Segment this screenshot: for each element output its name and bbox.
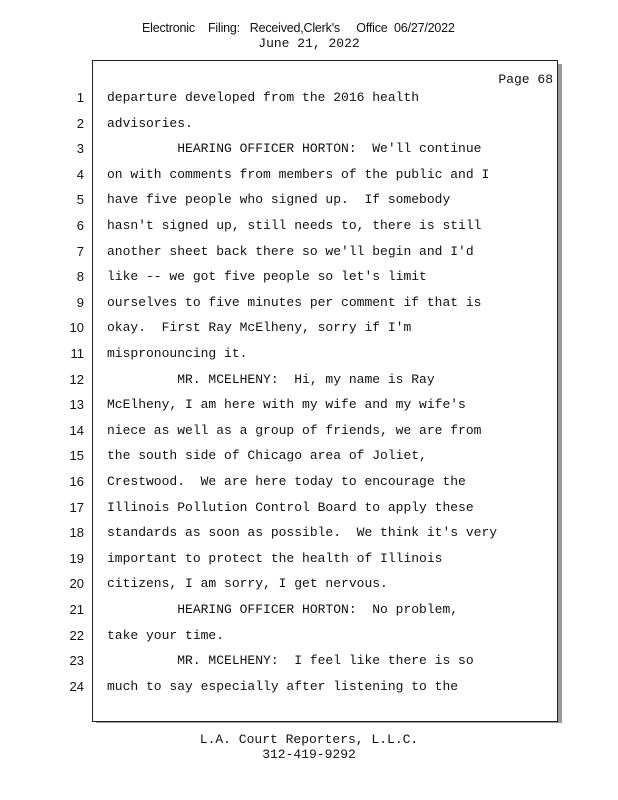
line-text: ourselves to five minutes per comment if that is [107,294,482,310]
line-number: 19 [69,550,84,566]
transcript-line [0,551,618,571]
transcript-line [0,576,618,596]
line-text: on with comments from members of the public and I [107,166,490,182]
transcript-line [0,320,618,340]
line-text: Illinois Pollution Control Board to apply these [107,499,474,515]
line-text: citizens, I am sorry, I get nervous. [107,576,388,592]
line-text: another sheet back there so we'll begin and I'd [107,243,474,259]
transcript-line [0,525,618,545]
transcript-date: June 21, 2022 [258,36,360,51]
transcript-line [0,397,618,417]
line-text: like -- we got five people so let's limit [107,269,427,285]
line-text: okay. First Ray McElheny, sorry if I'm [107,320,412,336]
line-text: departure developed from the 2016 health [107,90,420,105]
transcript-line [0,448,618,468]
line-number: 5 [76,192,84,208]
transcript-line [0,295,618,315]
page-number: Page 68 [498,72,553,87]
transcript-line [0,679,618,699]
line-text: mispronouncing it. [107,346,248,361]
transcript-line [0,141,618,161]
line-number: 11 [70,346,84,361]
line-text: standards as soon as possible. We think it's very [107,525,498,541]
transcript-line [0,653,618,673]
line-text: much to say especially after listening to the [107,678,459,694]
line-number: 23 [69,653,84,669]
line-number: 6 [76,218,84,233]
transcript-line [0,602,618,622]
line-text: the south side of Chicago area of Joliet, [107,448,427,464]
reporter-phone: 312-419-9292 [262,747,356,762]
transcript-line [0,269,618,289]
footer [0,732,618,762]
line-number: 10 [69,320,84,336]
transcript-line [0,90,618,110]
line-number: 16 [69,474,84,489]
transcript-line [0,167,618,187]
transcript-line [0,423,618,443]
transcript-line [0,244,618,264]
line-number: 9 [76,294,84,310]
transcript-line [0,116,618,136]
line-text: hasn't signed up, still needs to, there is still [107,218,482,233]
line-number: 7 [76,243,84,259]
line-text: advisories. [107,115,193,131]
transcript-line [0,474,618,494]
line-text: have five people who signed up. If somebody [107,192,451,208]
line-text: niece as well as a group of friends, we are from [107,422,482,438]
line-number: 21 [69,602,84,617]
line-number: 4 [76,166,84,182]
filing-stamp: Electronic Filing: Received,Clerk's Office 06/27/2022 [142,21,455,35]
transcript-line [0,218,618,238]
line-text: take your time. [107,627,225,643]
line-number: 22 [69,627,84,643]
transcript-line [0,372,618,392]
line-number: 1 [76,90,84,105]
line-number: 8 [76,269,84,285]
line-number: 3 [76,141,84,157]
line-text: MR. MCELHENY: Hi, my name is Ray [107,371,435,387]
line-number: 14 [69,422,84,438]
line-number: 12 [69,371,84,387]
line-number: 2 [76,115,84,131]
line-number: 13 [69,397,84,413]
line-number: 20 [69,576,84,592]
line-text: HEARING OFFICER HORTON: No problem, [107,602,459,617]
line-number: 24 [69,678,84,694]
line-text: MR. MCELHENY: I feel like there is so [107,653,474,669]
reporter-company: L.A. Court Reporters, L.L.C. [199,732,419,747]
line-text: McElheny, I am here with my wife and my wife's [107,397,466,413]
transcript-line [0,628,618,648]
line-text: HEARING OFFICER HORTON: We'll continue [107,141,482,157]
line-number: 18 [69,525,84,541]
transcript-line [0,500,618,520]
transcript-line [0,346,618,366]
line-number: 17 [69,499,84,515]
line-text: important to protect the health of Illinois [107,550,443,566]
line-number: 15 [69,448,84,464]
transcript-line [0,192,618,212]
line-text: Crestwood. We are here today to encourage the [107,474,466,489]
